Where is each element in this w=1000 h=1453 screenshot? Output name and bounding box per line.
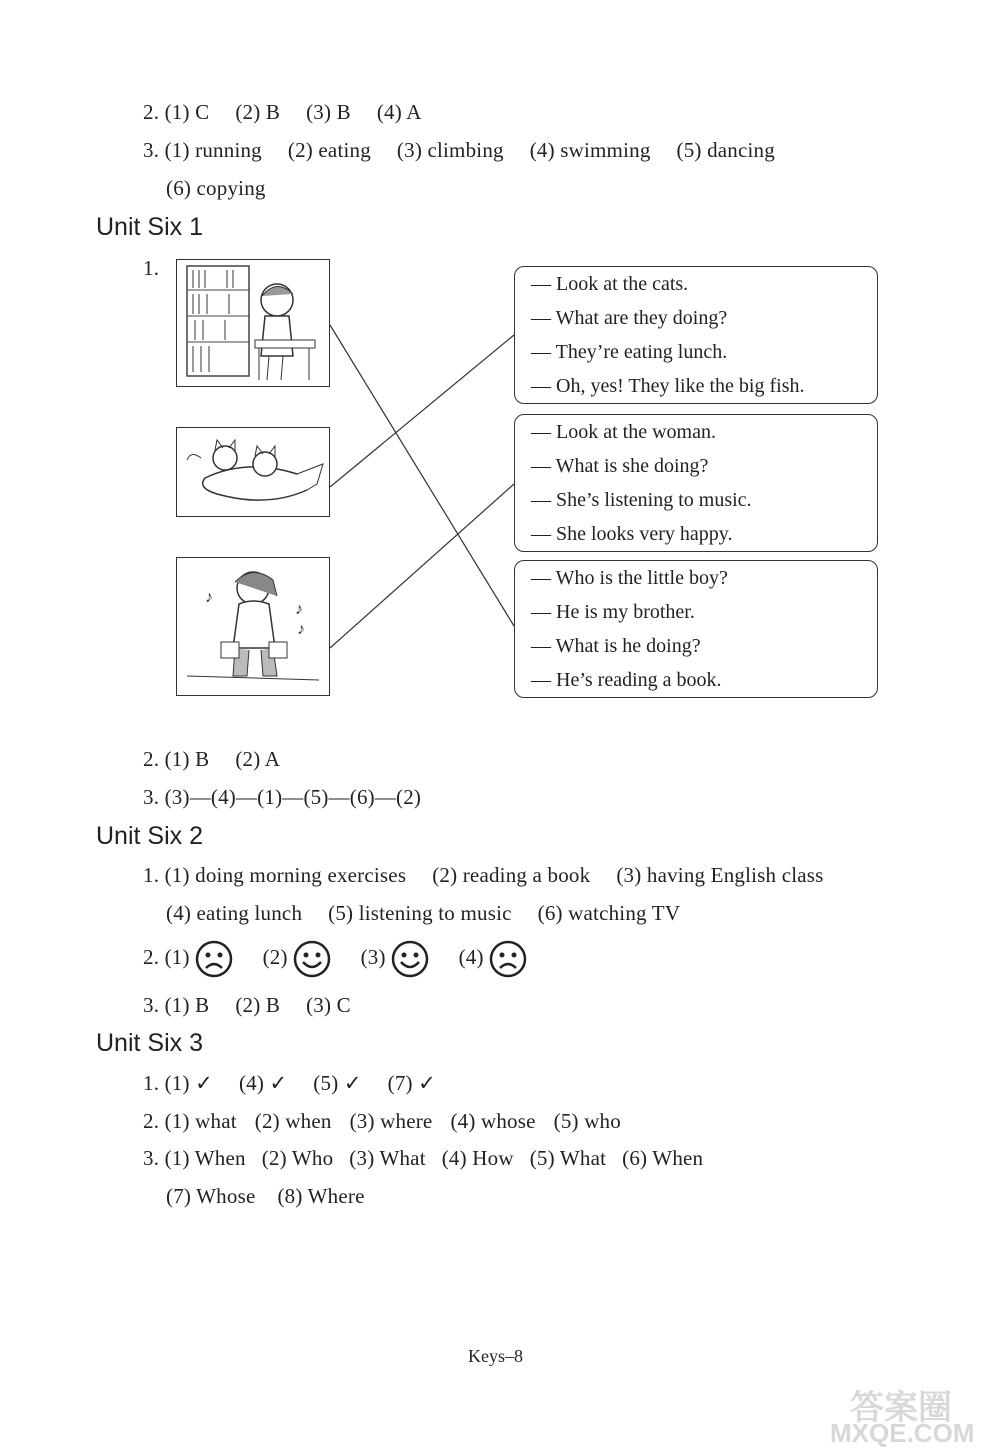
happy-face-icon (293, 940, 331, 978)
answer-line-1: 1. (1) ✓ (4) ✓ (5) ✓ (7) ✓ (143, 1071, 436, 1095)
answer-line-3-cont: (6) copying (166, 176, 266, 200)
answer-line-3: 3. (1) B (2) B (3) C (143, 993, 351, 1017)
answer-line-2: 2. (1) B (2) A (143, 747, 281, 771)
answer-line-3: 3. (3)—(4)—(1)—(5)—(6)—(2) (143, 785, 422, 809)
section-title: Unit Six 2 (96, 822, 203, 850)
sad-face-icon (489, 940, 527, 978)
dialogue-box-boy: — Who is the little boy? — He is my brother. — What is he doing? — He’s reading a book. (514, 560, 878, 698)
answer-line-2: 2. (1) what (2) when (3) where (4) whose (5) who (143, 1109, 621, 1133)
svg-text:♪: ♪ (295, 601, 303, 618)
page-number: Keys–8 (468, 1346, 523, 1366)
question-number: 1. (143, 256, 160, 280)
answer-line-3: 3. (1) When (2) Who (3) What (4) How (5) What (6) When (143, 1146, 704, 1170)
dialogue-box-woman: — Look at the woman. — What is she doing? — She’s listening to music. — She looks very happy. (514, 414, 878, 552)
happy-face-icon (391, 940, 429, 978)
watermark-logo: 答案圈 (850, 1389, 952, 1427)
answer-line-3: 3. (1) running (2) eating (3) climbing (4) swimming (5) dancing (143, 138, 775, 162)
svg-text:♪: ♪ (297, 621, 305, 638)
sad-face-icon (195, 940, 233, 978)
svg-text:♪: ♪ (205, 589, 213, 606)
section-title: Unit Six 3 (96, 1029, 203, 1057)
answer-line-2: 2. (1) C (2) B (3) B (4) A (143, 100, 422, 124)
section-title: Unit Six 1 (96, 213, 203, 241)
answer-line-3-cont: (7) Whose (8) Where (166, 1184, 365, 1208)
dialogue-box-cats: — Look at the cats. — What are they doing? — They’re eating lunch. — Oh, yes! They like the big fish. (514, 266, 878, 404)
answer-line-1: 1. (1) doing morning exercises (2) reading a book (3) having English class (143, 863, 824, 887)
answer-line-1-cont: (4) eating lunch (5) listening to music (6) watching TV (166, 901, 681, 925)
watermark-url: MXQE.COM (830, 1418, 975, 1448)
answer-line-faces: 2. (1) (2) (3) (4) (143, 940, 527, 978)
